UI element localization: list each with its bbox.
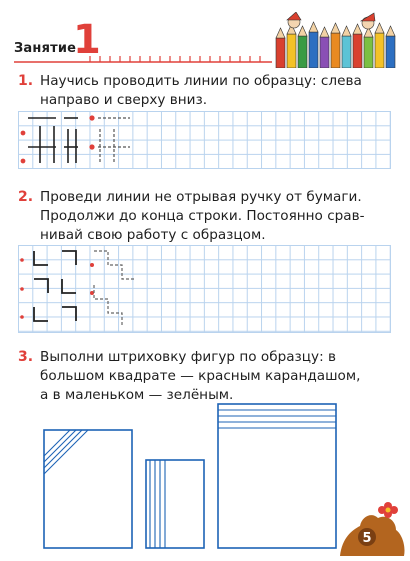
task-3-number: 3. bbox=[18, 349, 34, 365]
flower-icon bbox=[378, 502, 398, 518]
lesson-number: 1 bbox=[73, 17, 101, 63]
square-large-right bbox=[218, 404, 336, 548]
task-1-line-2: направо и сверху вниз. bbox=[40, 92, 208, 108]
task-2-line-3: нивай свою работу с образцом. bbox=[40, 227, 266, 243]
task-3-line-2: большом квадрате — красным карандашом, bbox=[40, 368, 361, 384]
task-3-text bbox=[40, 348, 392, 405]
task-2-line-1: Проведи линии не отрывая ручку от бумаги. bbox=[40, 189, 362, 205]
gnome-figure-left bbox=[287, 12, 301, 28]
task-2-number: 2. bbox=[18, 189, 34, 205]
task-3-line-3: а в маленьком — зелёным. bbox=[40, 387, 234, 403]
lesson-label: Занятие bbox=[14, 41, 77, 56]
task-2-text bbox=[40, 188, 392, 245]
task-1-line-1: Научись проводить линии по образцу: слева bbox=[40, 73, 362, 89]
task-3-line-1: Выполни штриховку фигур по образцу: в bbox=[40, 349, 336, 365]
gnome-figure-right bbox=[361, 13, 375, 29]
task-1-text bbox=[40, 72, 392, 110]
header-ruler bbox=[14, 55, 272, 63]
square-large-left bbox=[44, 430, 132, 548]
task-3-figures bbox=[42, 402, 342, 552]
task-2-sample-corners bbox=[18, 245, 148, 331]
task-1-number: 1. bbox=[18, 73, 34, 89]
page-number: 5 bbox=[362, 531, 372, 546]
page-number-badge bbox=[338, 500, 406, 556]
task-1-sample-lines bbox=[18, 111, 148, 167]
task-2-line-2: Продолжи до конца строки. Постоянно срав- bbox=[40, 208, 365, 224]
pencils-illustration bbox=[270, 12, 402, 68]
square-small-middle bbox=[146, 460, 204, 548]
